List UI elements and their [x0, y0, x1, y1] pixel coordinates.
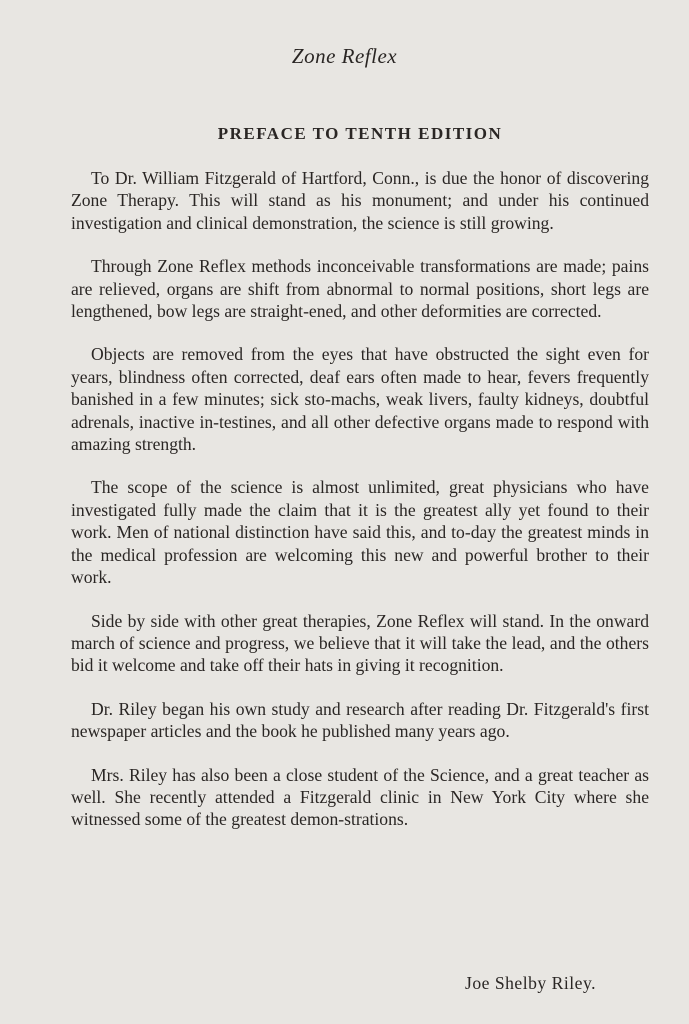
paragraph: Side by side with other great therapies, Zone Reflex will stand. In the onward march of science and progress, we believe that it will take the lead, and the others bid it welcome and take off their hats in giving it recognition. — [71, 610, 649, 676]
preface-heading: PREFACE TO TENTH EDITION — [217, 124, 503, 143]
running-head: Zone Reflex — [291, 44, 398, 68]
paragraph: Mrs. Riley has also been a close student of the Science, and a great teacher as well. She recently attended a Fitzgerald clinic in New York City where she witnessed some of the greatest demon-strations. — [71, 764, 649, 830]
paragraph: To Dr. William Fitzgerald of Hartford, Conn., is due the honor of discovering Zone Therapy. This will stand as his monument; and under his continued investigation and clinical demonstration, the science is still growing. — [71, 168, 649, 233]
paragraph: Objects are removed from the eyes that have obstructed the sight even for years, blindness often corrected, deaf ears often made to hear, fevers frequently banished in a few minutes; sick sto-machs, weak livers, faulty kidneys, doubtful adrenals, inactive in-testines, and all other defective organs made to respond with amazing strength. — [71, 344, 649, 455]
paragraph: Dr. Riley began his own study and research after reading Dr. Fitzgerald's first newspaper articles and the book he published many years ago. — [71, 698, 649, 742]
author-signature: Joe Shelby Riley. — [465, 973, 596, 993]
preface-body — [71, 167, 649, 852]
paragraph: The scope of the science is almost unlimited, great physicians who have investigated fully made the claim that it is the greatest ally yet found to their work. Men of national distinction have said this, and to-day the greatest minds in the medical profession are welcoming this new and powerful brother to their work. — [71, 477, 649, 588]
paragraph: Through Zone Reflex methods inconceivable transformations are made; pains are relieved, organs are shift from abnormal to normal positions, short legs are lengthened, bow legs are straight-ened, and other deformities are corrected. — [71, 256, 649, 322]
